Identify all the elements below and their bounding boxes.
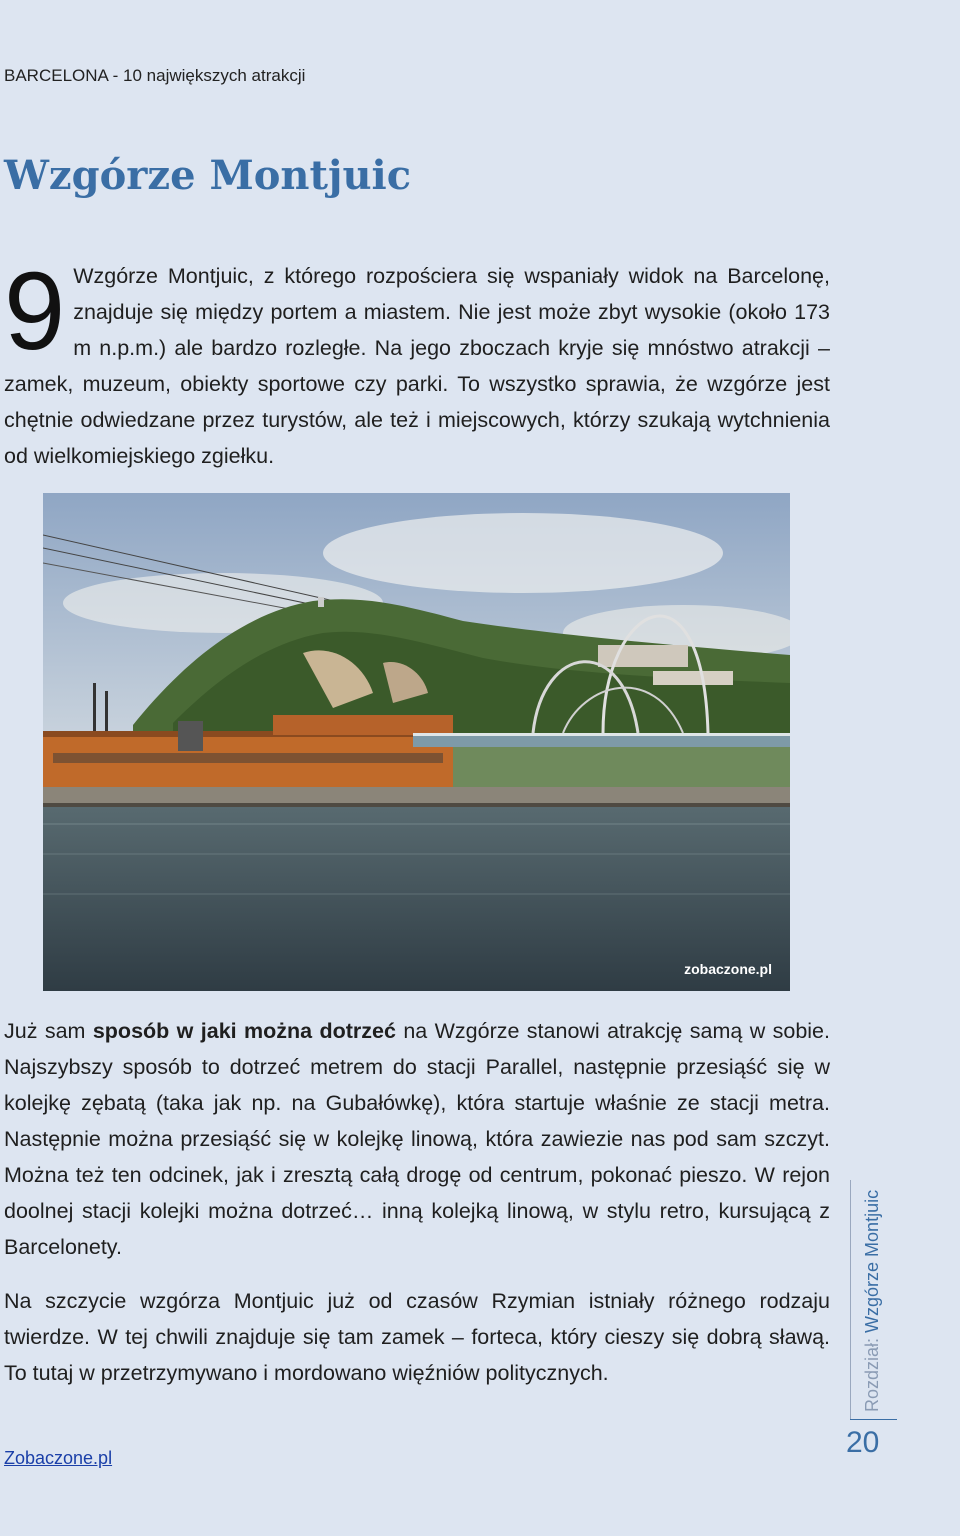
running-header: BARCELONA - 10 największych atrakcji [4, 66, 306, 85]
montjuic-photo [43, 493, 790, 991]
page-number-divider [850, 1419, 897, 1420]
photo-illustration [43, 493, 790, 991]
intro-text: Wzgórze Montjuic, z którego rozpościera się wspaniały widok na Barcelonę, znajduje się między portem a miastem. Nie jest może zbyt wysokie (około 173 m n.p.m.) ale bardzo rozległe. Na jego zboczach kryje się mnóstwo atrakcji – zamek, muzeum, obiekty sportowe czy parki. To wszystko sprawia, że wzgórze jest chętnie odwiedzane przez turystów, ale też i miejscowych, którzy szukają wytchnienia od wielkomiejskiego zgiełku. [4, 264, 830, 468]
drop-cap-number: 9 [4, 250, 66, 373]
history-paragraph: Na szczycie wzgórza Montjuic już od czasów Rzymian istniały różnego rodzaju twierdze. W tej chwili znajduje się tam zamek – forteca, który cieszy się dobrą sławą. To tutaj w przetrzymywano i mordowano więźniów politycznych. [4, 1289, 830, 1385]
chapter-prefix: Rozdział: [862, 1332, 882, 1412]
chapter-name: Wzgórze Montjuic [862, 1189, 882, 1333]
photo-watermark: zobaczone.pl [684, 961, 772, 977]
access-paragraph [4, 1013, 830, 1265]
sidebar-divider [850, 1180, 851, 1420]
page-title: Wzgórze Montjuic [4, 152, 412, 199]
intro-paragraph [4, 250, 830, 474]
footer-website-link[interactable]: Zobaczone.pl [4, 1448, 113, 1468]
chapter-side-label [862, 1190, 883, 1412]
page-number: 20 [846, 1426, 880, 1459]
access-text-end: na Wzgórze stanowi atrakcję samą w sobie. Najszybszy sposób to dotrzeć metrem do stacji Parallel, następnie przesiąść się w kolejkę zębatą (taka jak np. na Gubałówkę), która startuje właśnie ze stacji metra. Następnie można przesiąść się w kolejkę linową, która zawiezie nas pod sam szczyt. Można też ten odcinek, jak i zresztą całą drogę od centrum, pokonać pieszo. W rejon doolnej stacji kolejki można dotrzeć… inną kolejką linową, w stylu retro, kursującą z Barcelonety. [4, 1019, 830, 1259]
access-text-bold: sposób w jaki można dotrzeć [92, 1019, 396, 1043]
access-text-start: Już sam [4, 1019, 93, 1043]
